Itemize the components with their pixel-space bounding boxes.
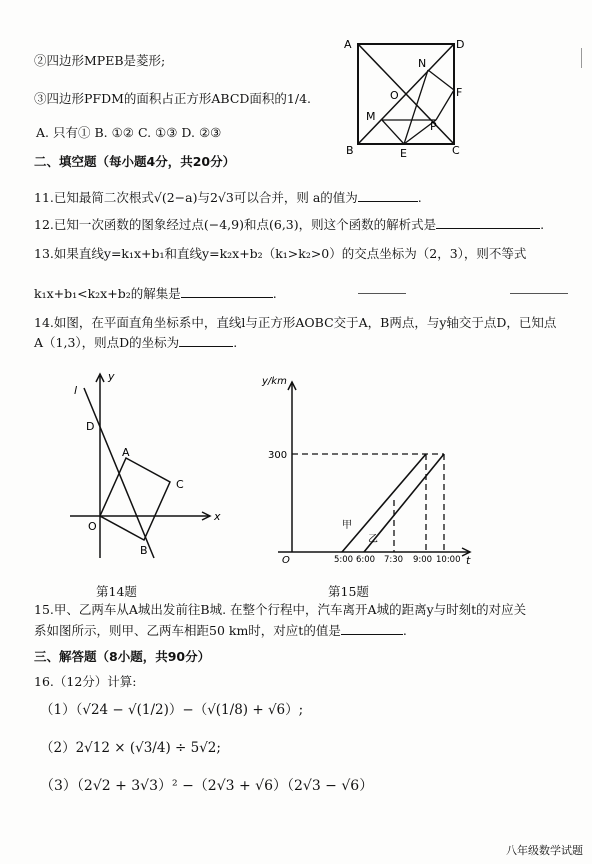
q10-label: F	[456, 86, 463, 99]
q12-blank	[436, 216, 540, 229]
q13-line2: k₁x+b₁<k₂x+b₂的解集是 .	[34, 286, 277, 301]
q10-label: C	[452, 144, 460, 157]
q10-label: B	[346, 144, 354, 157]
section2-heading: 二、填空题（每小题4分，共20分）	[34, 154, 236, 169]
q15-series-label: 甲	[342, 520, 352, 531]
q14-label: y	[108, 370, 115, 383]
q15-caption: 第15题	[328, 584, 369, 599]
q11-stem: 11.已知最简二次根式√(2−a)与2√3可以合并，则 a的值为	[34, 190, 358, 205]
q10-label: M	[366, 110, 376, 123]
q13-blank	[181, 285, 273, 298]
q13-line2-stem: k₁x+b₁<k₂x+b₂的解集是	[34, 286, 181, 301]
q10-label: E	[400, 147, 407, 160]
q15-xlabel: t	[466, 554, 471, 567]
q10-label: N	[418, 57, 427, 70]
q10-label: O	[390, 89, 399, 102]
q15-x-tick: 10:00	[436, 555, 461, 565]
scribble-line	[510, 293, 568, 294]
q15-series-label: 乙	[368, 534, 378, 545]
q16-part1: （1）（√24 − √(1/2)）−（√(1/8) + √6）;	[40, 702, 304, 718]
q14-line2: A（1,3），则点D的坐标为 .	[34, 335, 238, 350]
q10-label: P	[430, 120, 437, 133]
q15-line1: 15.甲、乙两车从A城出发前往B城. 在整个行程中，汽车离开A城的距离y与时刻t的对应关	[34, 602, 527, 617]
q14-label: C	[176, 478, 184, 491]
q15-x-tick: 6:00	[356, 555, 376, 565]
q16-part2: （2）2√12 × (√3/4) ÷ 5√2;	[40, 740, 221, 756]
q14-line2-stem: A（1,3），则点D的坐标为	[34, 335, 180, 350]
scribble-line	[358, 293, 406, 294]
section3-heading: 三、解答题（8小题，共90分）	[34, 649, 211, 664]
q14-blank	[179, 334, 233, 347]
q15-origin: O	[282, 555, 290, 566]
q14-label: l	[74, 384, 78, 397]
q15-ylabel: y/km	[262, 376, 287, 387]
q15-x-tick: 5:00	[334, 555, 354, 565]
q14-line1: 14.如图，在平面直角坐标系中，直线l与正方形AOBC交于A，B两点，与y轴交于点D，已知点	[34, 315, 557, 330]
page-edge-mark	[581, 48, 582, 68]
q10-item3: ③四边形PFDM的面积占正方形ABCD面积的1/4.	[34, 91, 312, 106]
q10-label: D	[456, 38, 465, 51]
q16-title: 16.（12分）计算:	[34, 674, 137, 689]
q15-figure	[256, 368, 476, 568]
q10-square-figure	[336, 34, 472, 160]
q15-line2: 系如图所示，则甲、乙两车相距50 km时，对应t的值是 .	[34, 623, 407, 638]
q14-caption: 第14题	[96, 584, 137, 599]
q15-line2-stem: 系如图所示，则甲、乙两车相距50 km时，对应t的值是	[34, 623, 341, 638]
q15-x-tick: 9:00	[413, 555, 433, 565]
q10-label: A	[344, 38, 352, 51]
q12-text: 12.已知一次函数的图象经过点(−4,9)和点(6,3)，则这个函数的解析式是 .	[34, 217, 545, 232]
q11-blank	[358, 189, 418, 202]
q11-text: 11.已知最简二次根式√(2−a)与2√3可以合并，则 a的值为 .	[34, 190, 422, 205]
q14-figure	[60, 368, 230, 568]
q14-label: D	[86, 420, 95, 433]
q10-options: A. 只有① B. ①② C. ①③ D. ②③	[36, 125, 222, 140]
q10-item2: ②四边形MPEB是菱形;	[34, 53, 166, 68]
q14-label: B	[140, 544, 148, 557]
q14-label: O	[88, 520, 97, 533]
q14-label: x	[214, 510, 221, 523]
page-footer: 八年级数学试题	[506, 844, 583, 857]
q14-label: A	[122, 446, 130, 459]
q16-part3: （3）（2√2 + 3√3）² −（2√3 + √6）（2√3 − √6）	[40, 778, 374, 794]
q12-stem: 12.已知一次函数的图象经过点(−4,9)和点(6,3)，则这个函数的解析式是	[34, 217, 437, 232]
q15-x-tick: 7:30	[384, 555, 404, 565]
q15-blank	[341, 622, 403, 635]
q15-y-tick: 300	[268, 450, 288, 461]
q13-line1: 13.如果直线y=k₁x+b₁和直线y=k₂x+b₂（k₁>k₂>0）的交点坐标为（2，3），则不等式	[34, 246, 527, 261]
